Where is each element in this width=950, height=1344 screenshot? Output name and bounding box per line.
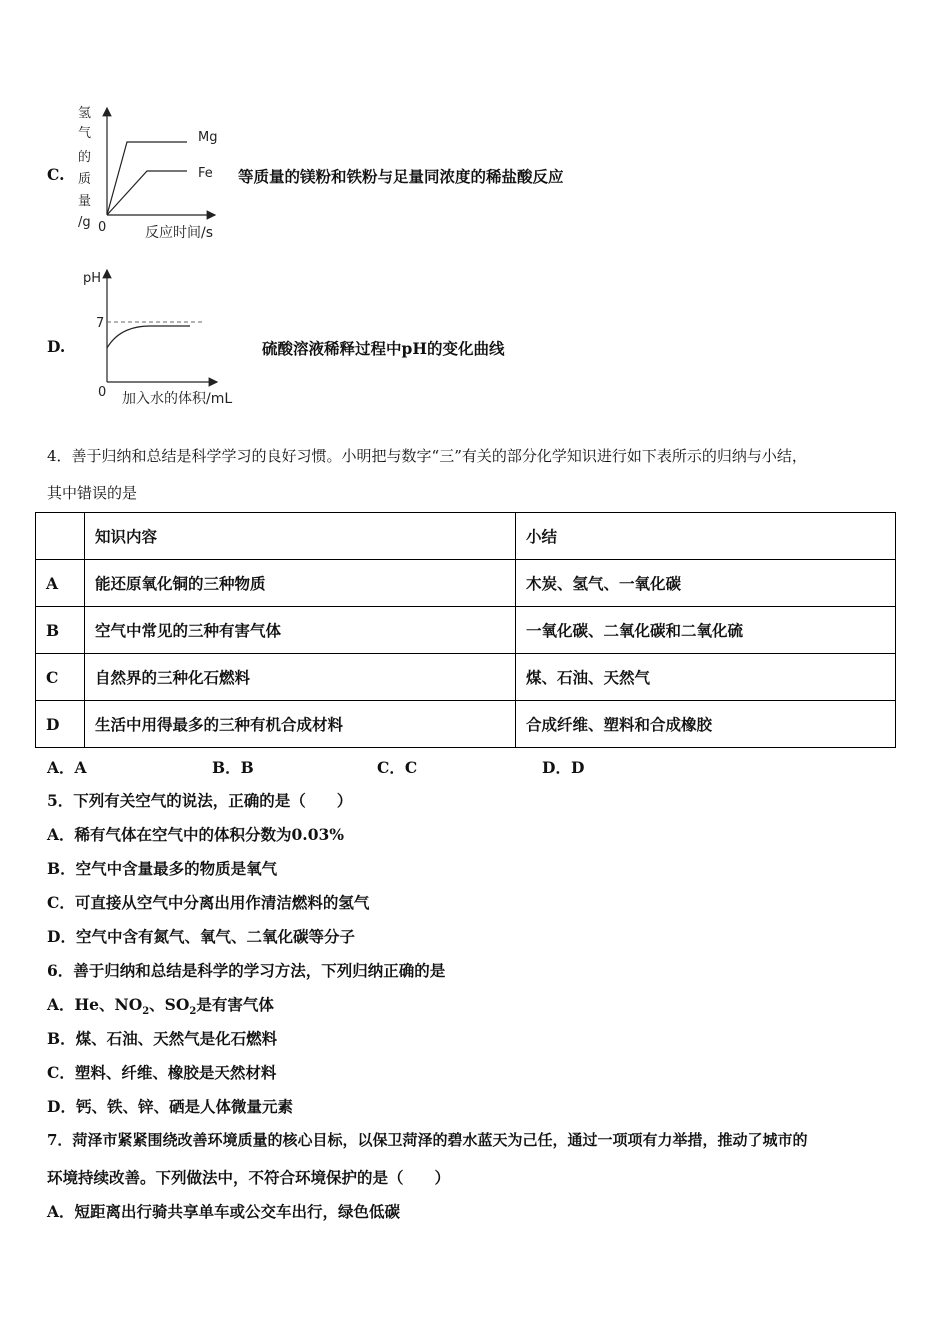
subscript: 2 xyxy=(142,1006,150,1018)
q7-stem-line2: 环境持续改善。下列做法中，不符合环境保护的是（ ） xyxy=(47,1168,451,1187)
table-row xyxy=(36,701,896,748)
q4-choice-b[interactable]: B．B xyxy=(212,758,254,777)
q4-stem-line2: 其中错误的是 xyxy=(47,484,138,502)
table-cell: 木炭、氢气、一氧化碳 xyxy=(516,560,896,607)
mg-fe-hydrogen-chart xyxy=(70,100,240,245)
q4-choice-d[interactable]: D．D xyxy=(542,758,585,777)
table-cell: 煤、石油、天然气 xyxy=(516,654,896,701)
table-cell: 能还原氧化铜的三种物质 xyxy=(85,560,516,607)
table-cell: 合成纤维、塑料和合成橡胶 xyxy=(516,701,896,748)
table-row xyxy=(36,560,896,607)
table-row xyxy=(36,607,896,654)
fe-series-label: Fe xyxy=(198,166,213,181)
y-label-c-5: /g xyxy=(78,215,91,230)
q5-option-a[interactable]: A．稀有气体在空气中的体积分数为0.03% xyxy=(47,825,345,844)
table-cell: 一氧化碳、二氧化碳和二氧化硫 xyxy=(516,607,896,654)
fe-curve xyxy=(107,171,187,215)
y-label-c-1: 气 xyxy=(78,126,92,141)
q6-option-a-pre: A．He、NO xyxy=(47,995,143,1014)
q6-option-c[interactable]: C．塑料、纤维、橡胶是天然材料 xyxy=(47,1063,277,1082)
q4-choice-a[interactable]: A．A xyxy=(47,758,87,777)
table-cell: 空气中常见的三种有害气体 xyxy=(85,607,516,654)
ph-dilution-chart xyxy=(80,260,260,410)
q4-stem-line1: 4．善于归纳和总结是科学学习的良好习惯。小明把与数字“三”有关的部分化学知识进行如下表所示的归纳与小结， xyxy=(47,447,807,465)
q6-option-d[interactable]: D．钙、铁、锌、硒是人体微量元素 xyxy=(47,1097,293,1116)
q6-option-a[interactable] xyxy=(47,993,274,1017)
mg-series-label: Mg xyxy=(198,130,218,145)
origin-d: 0 xyxy=(98,385,107,400)
x-label-d: 加入水的体积/mL xyxy=(122,391,233,407)
q5-option-d[interactable]: D．空气中含有氮气、氧气、二氧化碳等分子 xyxy=(47,927,355,946)
y-label-c-0: 氢 xyxy=(78,106,92,121)
mg-curve xyxy=(107,142,187,215)
table-cell: C xyxy=(36,654,85,701)
table-cell: B xyxy=(36,607,85,654)
ph-curve xyxy=(107,326,190,348)
q6-option-a-mid: 、SO xyxy=(149,995,190,1014)
table-header-row xyxy=(36,513,896,560)
table-cell: A xyxy=(36,560,85,607)
q4-choice-c[interactable]: C．C xyxy=(377,758,418,777)
table-header-cell: 小结 xyxy=(516,513,896,560)
y-label-c-3: 质 xyxy=(78,172,92,187)
q6-stem: 6．善于归纳和总结是科学的学习方法，下列归纳正确的是 xyxy=(47,961,446,980)
q4-table xyxy=(35,512,896,748)
q5-option-b[interactable]: B．空气中含量最多的物质是氧气 xyxy=(47,859,278,878)
option-c-label: C. xyxy=(47,165,65,184)
table-header-cell xyxy=(36,513,85,560)
q7-stem-line1: 7．菏泽市紧紧围绕改善环境质量的核心目标，以保卫菏泽的碧水蓝天为己任，通过一项项有力举措，推动了城市的 xyxy=(47,1131,808,1149)
q5-option-c[interactable]: C．可直接从空气中分离出用作清洁燃料的氢气 xyxy=(47,893,370,912)
ph7-tick: 7 xyxy=(96,316,105,331)
option-d-label: D. xyxy=(47,337,66,356)
table-row xyxy=(36,654,896,701)
q6-option-a-post: 是有害气体 xyxy=(196,995,274,1014)
table-cell: 自然界的三种化石燃料 xyxy=(85,654,516,701)
table-cell: D xyxy=(36,701,85,748)
x-label-c: 反应时间/s xyxy=(145,225,214,241)
table-cell: 生活中用得最多的三种有机合成材料 xyxy=(85,701,516,748)
table-header-cell: 知识内容 xyxy=(85,513,516,560)
y-label-c-2: 的 xyxy=(78,150,92,165)
subscript: 2 xyxy=(189,1006,197,1018)
option-c-desc: 等质量的镁粉和铁粉与足量同浓度的稀盐酸反应 xyxy=(238,167,564,186)
q7-option-a[interactable]: A．短距离出行骑共享单车或公交车出行，绿色低碳 xyxy=(47,1202,401,1221)
q6-option-b[interactable]: B．煤、石油、天然气是化石燃料 xyxy=(47,1029,278,1048)
y-label-c-4: 量 xyxy=(78,194,92,209)
y-label-d: pH xyxy=(83,271,102,286)
q5-stem: 5．下列有关空气的说法，正确的是（ ） xyxy=(47,791,353,810)
option-d-desc: 硫酸溶液稀释过程中pH的变化曲线 xyxy=(262,339,505,358)
origin-c: 0 xyxy=(98,220,107,235)
